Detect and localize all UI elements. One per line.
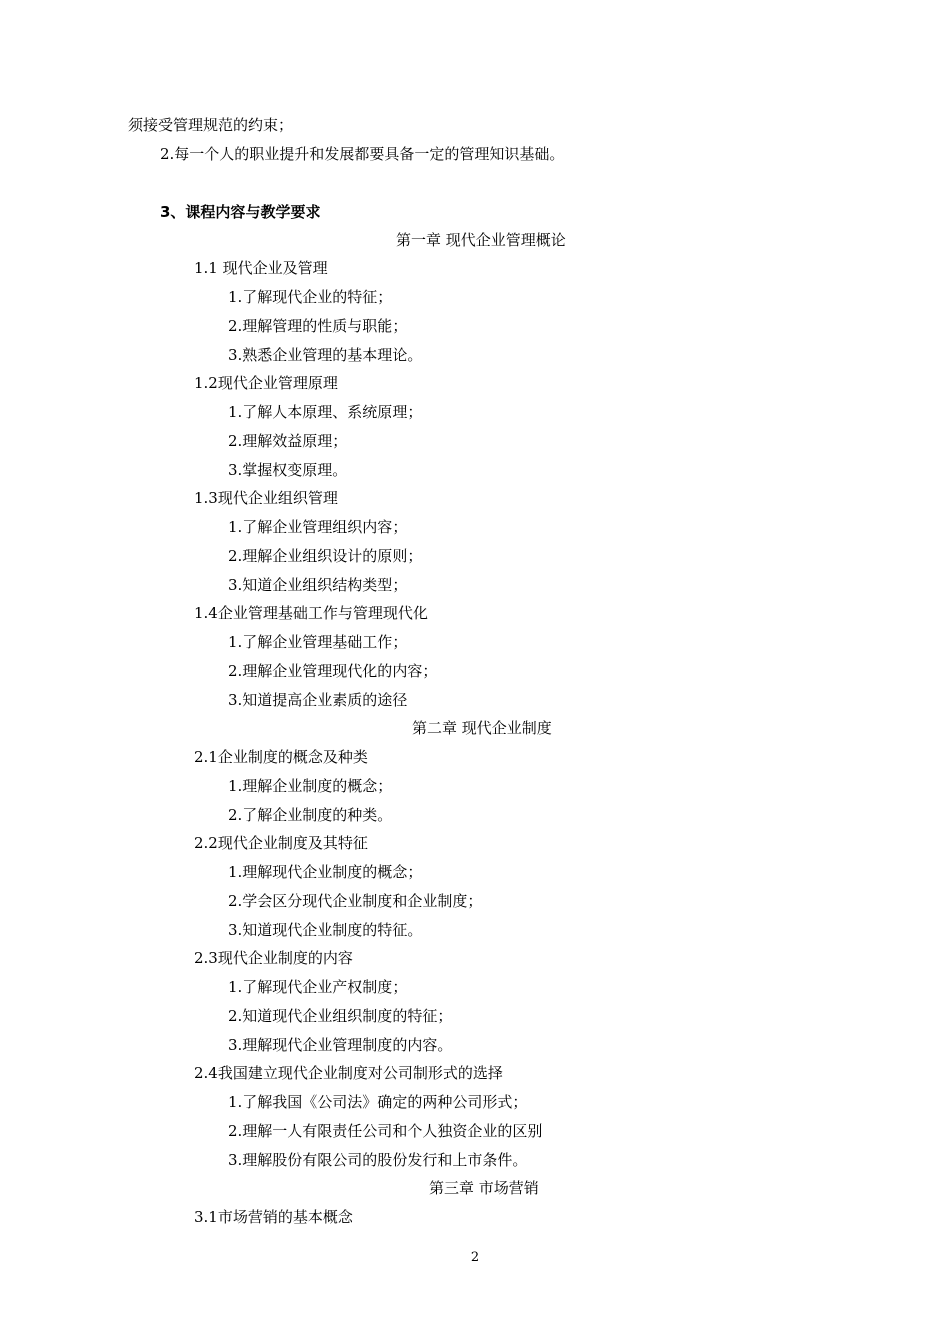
section-1-3-title: 1.3现代企业组织管理: [194, 489, 338, 507]
list-item: 1.理解企业制度的概念；: [228, 777, 393, 795]
section-2-2-title: 2.2现代企业制度及其特征: [194, 834, 368, 852]
list-item: 2.理解效益原理；: [228, 432, 348, 450]
list-item: 3.知道企业组织结构类型；: [228, 576, 408, 594]
intro-line-2: 2.每一个人的职业提升和发展都要具备一定的管理知识基础。: [160, 145, 565, 163]
section-1-1-title: 1.1 现代企业及管理: [194, 259, 328, 277]
section-3-1-title: 3.1市场营销的基本概念: [194, 1208, 353, 1226]
chapter-2-title: 第二章 现代企业制度: [412, 719, 552, 737]
chapter-1-title: 第一章 现代企业管理概论: [396, 231, 566, 249]
list-item: 1.理解现代企业制度的概念；: [228, 863, 423, 881]
list-item: 1.了解我国《公司法》确定的两种公司形式；: [228, 1093, 528, 1111]
list-item: 1.了解现代企业产权制度；: [228, 978, 408, 996]
list-item: 1.了解企业管理组织内容；: [228, 518, 408, 536]
section-2-4-title: 2.4我国建立现代企业制度对公司制形式的选择: [194, 1064, 503, 1082]
section-heading: 3、课程内容与教学要求: [160, 203, 321, 221]
list-item: 3.知道提高企业素质的途径: [228, 691, 408, 709]
chapter-3-title: 第三章 市场营销: [429, 1179, 539, 1197]
list-item: 3.知道现代企业制度的特征。: [228, 921, 423, 939]
section-1-2-title: 1.2现代企业管理原理: [194, 374, 338, 392]
list-item: 2.了解企业制度的种类。: [228, 806, 393, 824]
list-item: 3.熟悉企业管理的基本理论。: [228, 346, 423, 364]
list-item: 3.理解现代企业管理制度的内容。: [228, 1036, 453, 1054]
list-item: 2.理解管理的性质与职能；: [228, 317, 408, 335]
section-1-4-title: 1.4企业管理基础工作与管理现代化: [194, 604, 428, 622]
list-item: 2.理解一人有限责任公司和个人独资企业的区别: [228, 1122, 543, 1140]
list-item: 2.学会区分现代企业制度和企业制度；: [228, 892, 483, 910]
list-item: 2.理解企业管理现代化的内容；: [228, 662, 438, 680]
list-item: 3.掌握权变原理。: [228, 461, 348, 479]
list-item: 1.了解人本原理、系统原理；: [228, 403, 423, 421]
list-item: 1.了解企业管理基础工作；: [228, 633, 408, 651]
list-item: 2.理解企业组织设计的原则；: [228, 547, 423, 565]
page-number: 2: [470, 1250, 480, 1265]
list-item: 3.理解股份有限公司的股份发行和上市条件。: [228, 1151, 528, 1169]
section-2-3-title: 2.3现代企业制度的内容: [194, 949, 353, 967]
list-item: 2.知道现代企业组织制度的特征；: [228, 1007, 453, 1025]
list-item: 1.了解现代企业的特征；: [228, 288, 393, 306]
section-2-1-title: 2.1企业制度的概念及种类: [194, 748, 368, 766]
intro-line-1: 须接受管理规范的约束；: [128, 116, 294, 134]
